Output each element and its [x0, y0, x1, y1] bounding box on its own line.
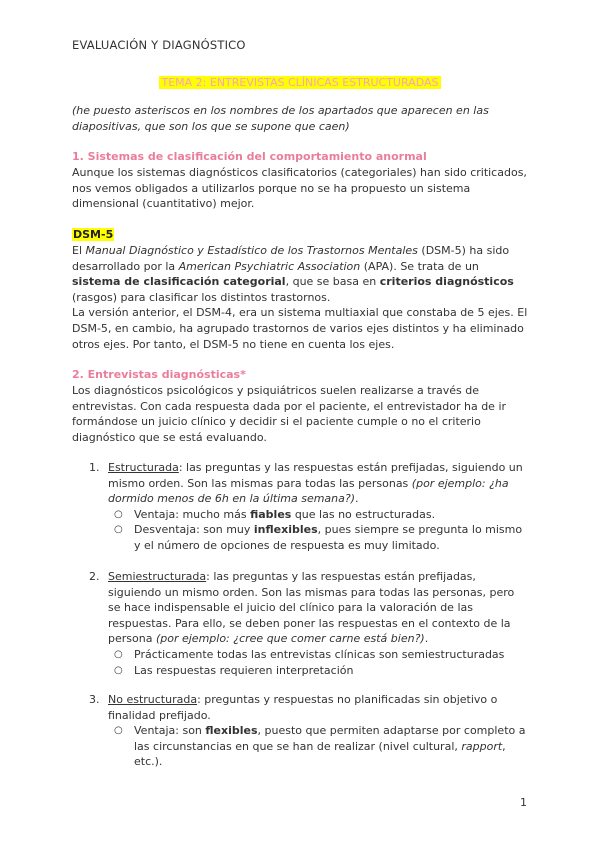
dsm-text: (rasgos) para clasificar los distintos trastornos.	[72, 290, 331, 304]
circle-bullet-icon: ○	[114, 524, 123, 536]
page-header: EVALUACIÓN Y DIAGNÓSTICO	[72, 38, 246, 52]
dsm-text: , que se basa en	[285, 275, 380, 289]
dsm-text: (DSM-5) ha sido desarrollado por la	[72, 244, 510, 273]
list-item-desc: : las preguntas y las respuestas están prefijadas, siguiendo un mismo orden. Son las mismas para todas las personas	[108, 461, 523, 490]
sub-bold: inflexibles	[253, 523, 318, 537]
sub-bold: fiables	[250, 507, 292, 521]
list-item-example: (por ejemplo: ¿cree que comer carne está bien?)	[155, 632, 425, 646]
dsm-paragraph-2: La versión anterior, el DSM-4, era un sistema multiaxial que constaba de 5 ejes. El DSM-5, en cambio, ha agrupado trastornos de varios ejes distintos y ha eliminado otros ejes. Por tanto, el DSM-5 no tiene en cuenta los ejes.	[72, 306, 528, 351]
dsm-bold-term: sistema de clasificación categorial	[72, 275, 286, 289]
sub-text: Ventaja: son	[134, 724, 206, 738]
dsm-apa-name: American Psychiatric Association	[178, 259, 361, 273]
dsm-bold-term: criterios diagnósticos	[379, 275, 514, 289]
circle-bullet-icon: ○	[114, 664, 123, 676]
list-item	[89, 569, 528, 678]
list-item-desc: : preguntas y respuestas no planificadas sin objetivo o finalidad prefijado.	[108, 693, 498, 722]
sub-text: que las no estructuradas.	[291, 507, 436, 521]
sub-text: Las respuestas requieren interpretación	[134, 663, 354, 677]
document-title: TEMA 2: ENTREVISTAS CLÍNICAS ESTRUCTURADAS	[161, 76, 439, 89]
sub-bullet	[108, 723, 528, 770]
list-item-text	[108, 569, 528, 647]
circle-bullet-icon: ○	[114, 725, 123, 737]
sub-bullet	[108, 507, 528, 523]
list-item	[89, 692, 528, 770]
sub-text: Prácticamente todas las entrevistas clínicas son semiestructuradas	[134, 647, 505, 661]
list-item-end: .	[424, 632, 429, 646]
dsm-text: (APA). Se trata de un	[360, 259, 479, 273]
sub-text: Desventaja: son muy	[134, 523, 254, 537]
intro-note: (he puesto asteriscos en los nombres de los apartados que aparecen en las diapositivas, que son los que se supone que caen)	[72, 104, 489, 133]
sub-bullet	[108, 522, 528, 553]
sub-bullet	[108, 663, 528, 679]
sub-bold: flexibles	[205, 724, 258, 738]
list-item-desc: : las preguntas y las respuestas están prefijadas, siguiendo un mismo orden. Son las mismas para todas las personas, pero se hace indispensable el juicio del clínico para la valoración de las respuestas. Para ello, se deben poner las respuestas en el contexto de la persona	[108, 570, 515, 646]
sub-text: , puesto que permiten adaptarse por completo a las circunstancias en que se han de realizar (nivel cultural,	[134, 724, 526, 753]
sub-text: , pues siempre se pregunta lo mismo y el número de opciones de respuesta es muy limitado.	[134, 523, 523, 552]
list-number: 2.	[89, 570, 100, 583]
list-number: 3.	[89, 693, 100, 706]
section1-title: 1. Sistemas de clasificación del comportamiento anormal	[72, 150, 427, 163]
sub-bullet	[108, 647, 528, 663]
sub-italic: rapport	[461, 739, 503, 753]
circle-bullet-icon: ○	[114, 508, 123, 520]
title-wrap	[0, 71, 600, 90]
list-item-end: .	[355, 492, 359, 506]
dsm-body	[72, 243, 528, 352]
list-item-example: (por ejemplo: ¿ha dormido menos de 6h en la última semana?)	[108, 476, 509, 506]
list-item-text	[108, 460, 528, 507]
list-item-label: No estructurada	[108, 693, 198, 706]
list-number: 1.	[89, 461, 100, 474]
list-item-text	[108, 692, 528, 723]
page-number: 1	[520, 796, 527, 809]
section1-body: Aunque los sistemas diagnósticos clasificatorios (categoriales) han sido criticados, nos vemos obligados a utilizarlos porque no se ha propuesto un sistema dimensional (cuantitativo) mejor.	[72, 166, 527, 211]
list-item	[89, 460, 528, 554]
dsm-text: El	[72, 244, 86, 257]
circle-bullet-icon: ○	[114, 648, 123, 660]
sub-text: , etc.).	[134, 739, 506, 769]
list-item-label: Estructurada	[108, 461, 179, 474]
section2-title: 2. Entrevistas diagnósticas*	[72, 368, 246, 381]
list-item-label: Semiestructurada	[108, 570, 207, 583]
sub-text: Ventaja: mucho más	[134, 507, 251, 521]
dsm-manual-name: Manual Diagnóstico y Estadístico de los Trastornos Mentales	[85, 244, 418, 257]
section2-body: Los diagnósticos psicológicos y psiquiátricos suelen realizarse a través de entrevistas. Con cada respuesta dada por el paciente, el entrevistador ha de ir formándose un juicio clínico y decidir si el paciente cumple o no el criterio diagnóstico que se está evaluando.	[72, 384, 507, 444]
dsm-title: DSM-5	[73, 228, 114, 241]
